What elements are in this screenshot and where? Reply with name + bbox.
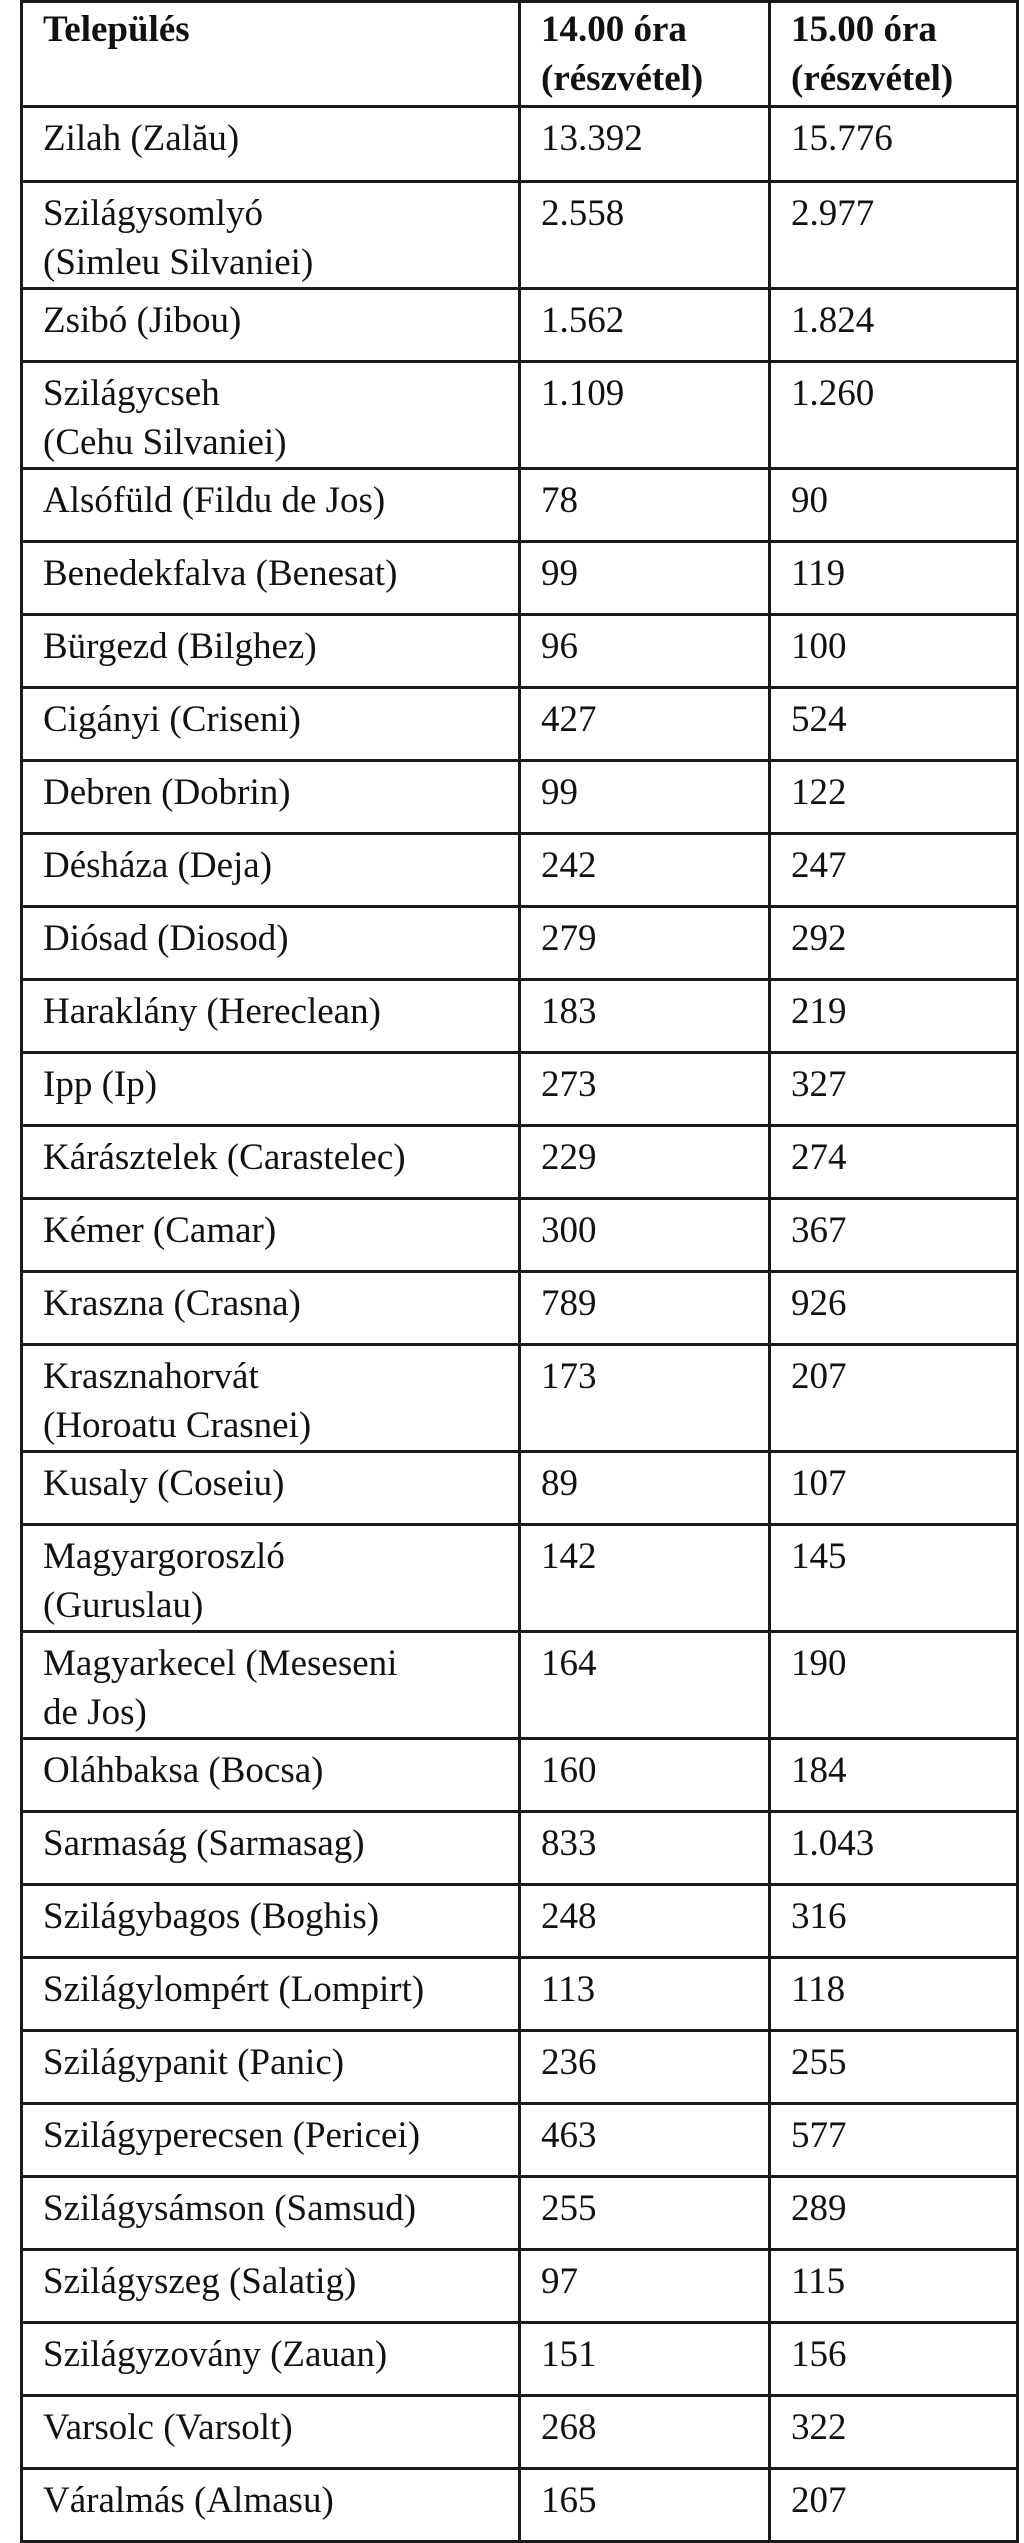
place-name-line1: Szilágyzovány (Zauan) <box>43 2334 388 2375</box>
table-row <box>22 1958 1018 2031</box>
cell-turnout-14: 99 <box>520 542 770 615</box>
table-row <box>22 542 1018 615</box>
place-name-line1: Désháza (Deja) <box>43 845 273 886</box>
place-name-line1: Haraklány (Hereclean) <box>43 991 381 1032</box>
table-row <box>22 907 1018 980</box>
cell-turnout-14: 160 <box>520 1739 770 1812</box>
header-15-line2: (részvétel) <box>791 58 954 99</box>
cell-place <box>22 362 520 469</box>
place-name-line1: Kraszna (Crasna) <box>43 1283 301 1324</box>
cell-turnout-15: 122 <box>770 761 1018 834</box>
place-name-line1: Szilágysámson (Samsud) <box>43 2188 417 2229</box>
cell-turnout-15: 926 <box>770 1272 1018 1345</box>
cell-turnout-14: 229 <box>520 1126 770 1199</box>
cell-turnout-15: 247 <box>770 834 1018 907</box>
turnout-table <box>20 0 1019 2543</box>
cell-place <box>22 907 520 980</box>
header-15 <box>770 2 1018 107</box>
cell-turnout-15: 1.260 <box>770 362 1018 469</box>
cell-place <box>22 1272 520 1345</box>
cell-turnout-15: 145 <box>770 1525 1018 1632</box>
cell-place <box>22 2177 520 2250</box>
cell-place <box>22 1632 520 1739</box>
table-row <box>22 289 1018 362</box>
cell-turnout-15: 190 <box>770 1632 1018 1739</box>
cell-turnout-15: 1.824 <box>770 289 1018 362</box>
place-name-line1: Magyargoroszló <box>43 1536 285 1577</box>
table-row <box>22 1812 1018 1885</box>
place-name-line1: Bürgezd (Bilghez) <box>43 626 317 667</box>
cell-turnout-14: 833 <box>520 1812 770 1885</box>
place-name-line1: Alsófüld (Fildu de Jos) <box>43 480 386 521</box>
place-name-line1: Kusaly (Coseiu) <box>43 1463 285 1504</box>
table-row <box>22 107 1018 182</box>
table-row <box>22 1885 1018 1958</box>
place-name-line1: Cigányi (Criseni) <box>43 699 301 740</box>
cell-turnout-15: 255 <box>770 2031 1018 2104</box>
place-name-line1: Szilágyperecsen (Pericei) <box>43 2115 421 2156</box>
cell-turnout-15: 316 <box>770 1885 1018 1958</box>
cell-place <box>22 1525 520 1632</box>
cell-place <box>22 1053 520 1126</box>
cell-place <box>22 182 520 289</box>
table-row <box>22 2396 1018 2469</box>
cell-turnout-14: 427 <box>520 688 770 761</box>
cell-turnout-15: 577 <box>770 2104 1018 2177</box>
cell-place <box>22 834 520 907</box>
place-name-line1: Szilágycseh <box>43 373 220 414</box>
cell-turnout-14: 164 <box>520 1632 770 1739</box>
cell-place <box>22 2031 520 2104</box>
place-name-line1: Diósad (Diosod) <box>43 918 289 959</box>
cell-turnout-14: 242 <box>520 834 770 907</box>
cell-turnout-14: 113 <box>520 1958 770 2031</box>
table-row <box>22 2469 1018 2542</box>
table-row <box>22 1126 1018 1199</box>
cell-place <box>22 469 520 542</box>
table-row <box>22 1272 1018 1345</box>
table-row <box>22 1199 1018 1272</box>
cell-place <box>22 2250 520 2323</box>
cell-turnout-14: 300 <box>520 1199 770 1272</box>
cell-turnout-15: 207 <box>770 2469 1018 2542</box>
cell-turnout-15: 207 <box>770 1345 1018 1452</box>
place-name-line2: (Horoatu Crasnei) <box>43 1405 312 1446</box>
cell-turnout-15: 115 <box>770 2250 1018 2323</box>
cell-turnout-14: 248 <box>520 1885 770 1958</box>
place-name-line1: Benedekfalva (Benesat) <box>43 553 398 594</box>
cell-place <box>22 542 520 615</box>
table-row <box>22 2104 1018 2177</box>
cell-turnout-14: 255 <box>520 2177 770 2250</box>
place-name-line1: Debren (Dobrin) <box>43 772 291 813</box>
cell-turnout-15: 1.043 <box>770 1812 1018 1885</box>
cell-place <box>22 980 520 1053</box>
cell-place <box>22 1126 520 1199</box>
place-name-line1: Kárásztelek (Carastelec) <box>43 1137 406 1178</box>
table-row <box>22 1525 1018 1632</box>
header-14-line2: (részvétel) <box>541 58 704 99</box>
table-row <box>22 2031 1018 2104</box>
table-row <box>22 2250 1018 2323</box>
table-row <box>22 2177 1018 2250</box>
cell-turnout-15: 322 <box>770 2396 1018 2469</box>
cell-turnout-14: 236 <box>520 2031 770 2104</box>
table-row <box>22 1739 1018 1812</box>
cell-turnout-15: 184 <box>770 1739 1018 1812</box>
table-row <box>22 980 1018 1053</box>
place-name-line1: Varsolc (Varsolt) <box>43 2407 293 2448</box>
cell-place <box>22 1958 520 2031</box>
place-name-line2: (Simleu Silvaniei) <box>43 242 314 283</box>
place-name-line1: Szilágylompért (Lompirt) <box>43 1969 425 2010</box>
table-row <box>22 362 1018 469</box>
cell-turnout-15: 119 <box>770 542 1018 615</box>
cell-place <box>22 2323 520 2396</box>
cell-turnout-14: 1.562 <box>520 289 770 362</box>
cell-place <box>22 289 520 362</box>
place-name-line1: Zilah (Zalău) <box>43 118 240 159</box>
cell-turnout-15: 90 <box>770 469 1018 542</box>
place-name-line1: Krasznahorvát <box>43 1356 259 1397</box>
cell-place <box>22 2396 520 2469</box>
table-row <box>22 1053 1018 1126</box>
cell-turnout-14: 268 <box>520 2396 770 2469</box>
cell-place <box>22 1812 520 1885</box>
cell-turnout-14: 463 <box>520 2104 770 2177</box>
place-name-line2: de Jos) <box>43 1692 147 1733</box>
place-name-line1: Szilágyszeg (Salatig) <box>43 2261 357 2302</box>
cell-turnout-14: 142 <box>520 1525 770 1632</box>
cell-turnout-15: 274 <box>770 1126 1018 1199</box>
place-name-line1: Oláhbaksa (Bocsa) <box>43 1750 324 1791</box>
cell-turnout-15: 327 <box>770 1053 1018 1126</box>
cell-turnout-14: 99 <box>520 761 770 834</box>
cell-turnout-15: 292 <box>770 907 1018 980</box>
place-name-line2: (Cehu Silvaniei) <box>43 422 287 463</box>
header-place <box>22 2 520 107</box>
cell-place <box>22 1345 520 1452</box>
cell-turnout-15: 289 <box>770 2177 1018 2250</box>
cell-turnout-14: 96 <box>520 615 770 688</box>
table-row <box>22 2323 1018 2396</box>
cell-turnout-14: 1.109 <box>520 362 770 469</box>
cell-turnout-15: 107 <box>770 1452 1018 1525</box>
place-name-line1: Szilágysomlyó <box>43 193 263 234</box>
place-name-line1: Kémer (Camar) <box>43 1210 277 1251</box>
cell-turnout-14: 273 <box>520 1053 770 1126</box>
cell-place <box>22 2469 520 2542</box>
cell-turnout-15: 367 <box>770 1199 1018 1272</box>
cell-turnout-14: 89 <box>520 1452 770 1525</box>
cell-turnout-15: 15.776 <box>770 107 1018 182</box>
cell-turnout-14: 173 <box>520 1345 770 1452</box>
cell-place <box>22 1885 520 1958</box>
cell-turnout-14: 183 <box>520 980 770 1053</box>
cell-turnout-14: 13.392 <box>520 107 770 182</box>
cell-turnout-14: 789 <box>520 1272 770 1345</box>
place-name-line1: Sarmaság (Sarmasag) <box>43 1823 365 1864</box>
cell-turnout-15: 100 <box>770 615 1018 688</box>
place-name-line2: (Guruslau) <box>43 1585 204 1626</box>
cell-turnout-14: 165 <box>520 2469 770 2542</box>
cell-turnout-14: 78 <box>520 469 770 542</box>
table-row <box>22 1632 1018 1739</box>
cell-place <box>22 761 520 834</box>
header-14-line1: 14.00 óra <box>541 9 687 50</box>
table-row <box>22 182 1018 289</box>
cell-turnout-15: 2.977 <box>770 182 1018 289</box>
header-15-line1: 15.00 óra <box>791 9 937 50</box>
cell-turnout-14: 2.558 <box>520 182 770 289</box>
table-row <box>22 1345 1018 1452</box>
cell-turnout-15: 118 <box>770 1958 1018 2031</box>
table-row <box>22 761 1018 834</box>
cell-place <box>22 688 520 761</box>
cell-turnout-14: 97 <box>520 2250 770 2323</box>
cell-turnout-15: 156 <box>770 2323 1018 2396</box>
cell-turnout-14: 151 <box>520 2323 770 2396</box>
cell-turnout-14: 279 <box>520 907 770 980</box>
cell-place <box>22 2104 520 2177</box>
table-body <box>22 107 1018 2542</box>
cell-place <box>22 1452 520 1525</box>
place-name-line1: Szilágybagos (Boghis) <box>43 1896 380 1937</box>
cell-place <box>22 1199 520 1272</box>
place-name-line1: Zsibó (Jibou) <box>43 300 242 341</box>
table-row <box>22 615 1018 688</box>
cell-place <box>22 615 520 688</box>
header-14 <box>520 2 770 107</box>
cell-place <box>22 1739 520 1812</box>
cell-place <box>22 107 520 182</box>
cell-turnout-15: 524 <box>770 688 1018 761</box>
place-name-line1: Ipp (Ip) <box>43 1064 158 1105</box>
table-row <box>22 469 1018 542</box>
cell-turnout-15: 219 <box>770 980 1018 1053</box>
table-header-row <box>22 2 1018 107</box>
table-row <box>22 834 1018 907</box>
table-row <box>22 688 1018 761</box>
table-row <box>22 1452 1018 1525</box>
place-name-line1: Váralmás (Almasu) <box>43 2480 334 2521</box>
header-place-label: Település <box>43 9 190 50</box>
place-name-line1: Szilágypanit (Panic) <box>43 2042 345 2083</box>
place-name-line1: Magyarkecel (Meseseni <box>43 1643 398 1684</box>
